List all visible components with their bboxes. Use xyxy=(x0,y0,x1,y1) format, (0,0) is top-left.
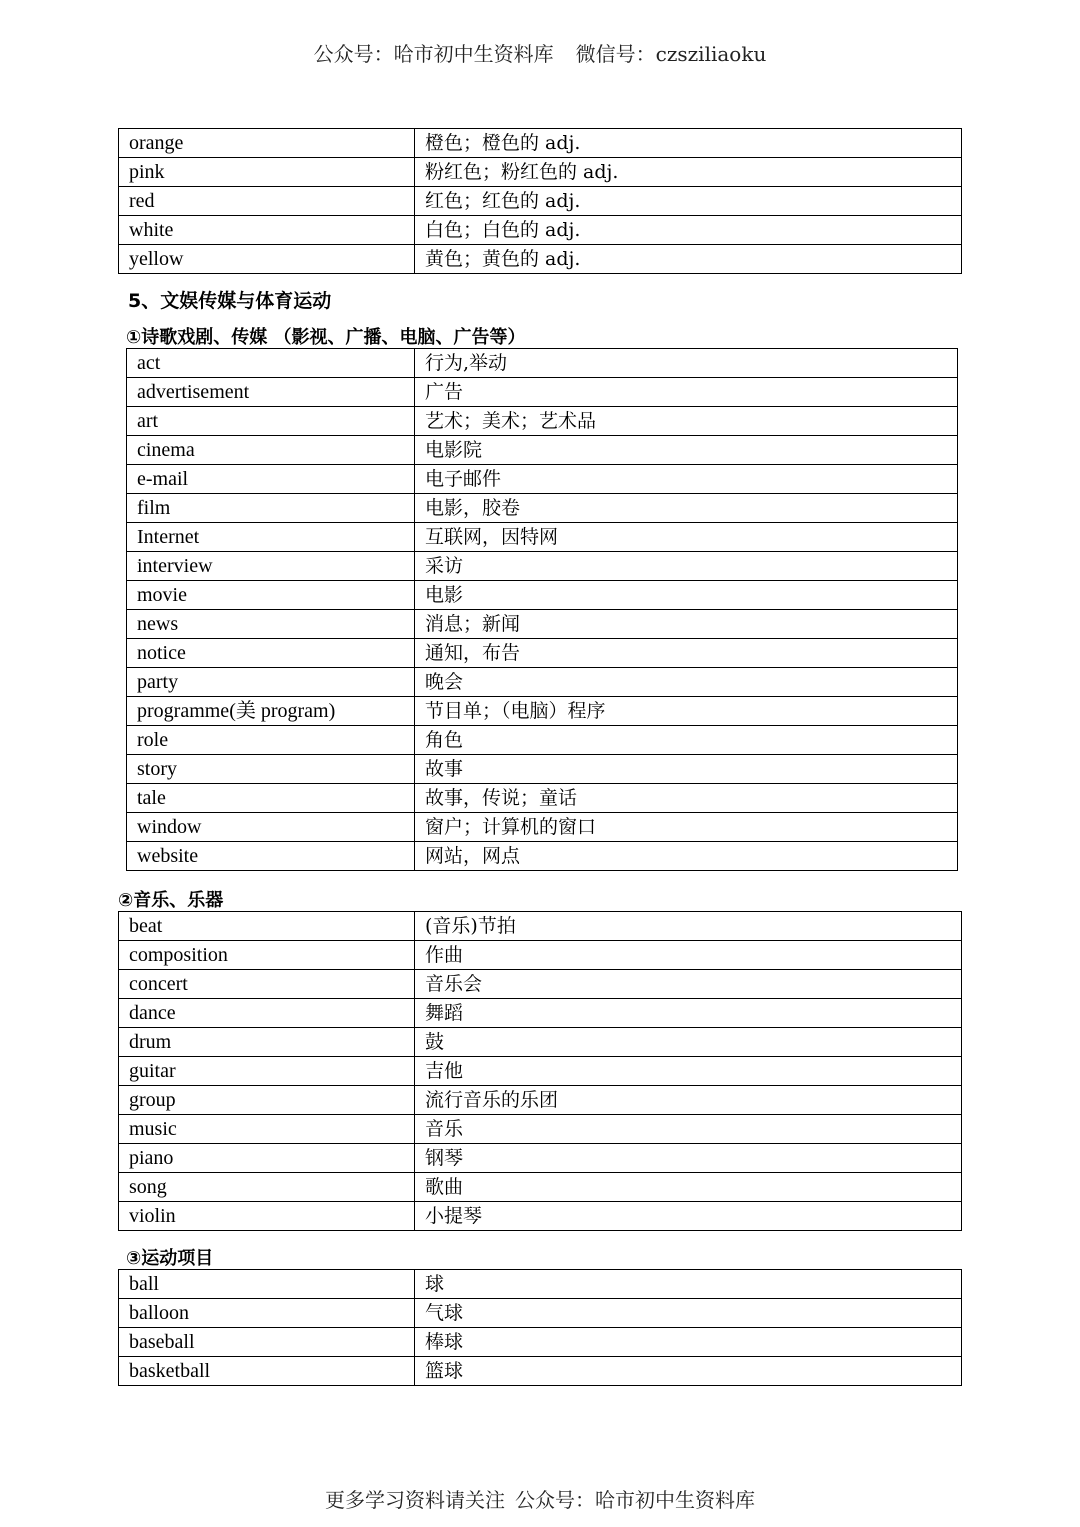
english-word: role xyxy=(127,726,415,755)
chinese-meaning: 故事，传说；童话 xyxy=(415,784,958,813)
table-row xyxy=(127,436,958,465)
english-word: violin xyxy=(119,1202,415,1231)
english-word: piano xyxy=(119,1144,415,1173)
english-word: concert xyxy=(119,970,415,999)
chinese-meaning: 晚会 xyxy=(415,668,958,697)
table-row xyxy=(119,245,962,274)
chinese-meaning: 故事 xyxy=(415,755,958,784)
english-word: basketball xyxy=(119,1357,415,1386)
table-row xyxy=(127,726,958,755)
table-row xyxy=(127,842,958,871)
chinese-meaning: 篮球 xyxy=(415,1357,962,1386)
chinese-meaning: 通知，布告 xyxy=(415,639,958,668)
english-word: guitar xyxy=(119,1057,415,1086)
english-word: yellow xyxy=(119,245,415,274)
table-row xyxy=(127,784,958,813)
chinese-meaning: 音乐会 xyxy=(415,970,962,999)
english-word: red xyxy=(119,187,415,216)
chinese-meaning: 作曲 xyxy=(415,941,962,970)
subsection-title-sports: ③运动项目 xyxy=(126,1248,214,1269)
table-row xyxy=(119,1357,962,1386)
chinese-meaning: 音乐 xyxy=(415,1115,962,1144)
english-word: song xyxy=(119,1173,415,1202)
table-row xyxy=(127,610,958,639)
chinese-meaning: 电影院 xyxy=(415,436,958,465)
english-word: programme(美 program) xyxy=(127,697,415,726)
table-row xyxy=(119,1115,962,1144)
english-word: interview xyxy=(127,552,415,581)
table-row xyxy=(127,813,958,842)
chinese-meaning: 棒球 xyxy=(415,1328,962,1357)
table-row xyxy=(127,581,958,610)
chinese-meaning: 窗户；计算机的窗口 xyxy=(415,813,958,842)
table-row xyxy=(127,552,958,581)
chinese-meaning: 舞蹈 xyxy=(415,999,962,1028)
table-row xyxy=(127,523,958,552)
english-word: party xyxy=(127,668,415,697)
table-row xyxy=(119,158,962,187)
subsection-title-music: ②音乐、乐器 xyxy=(118,890,224,911)
table-row xyxy=(119,1270,962,1299)
table-row xyxy=(127,378,958,407)
english-word: Internet xyxy=(127,523,415,552)
table-row xyxy=(119,941,962,970)
table-row xyxy=(119,1086,962,1115)
english-word: music xyxy=(119,1115,415,1144)
table-row xyxy=(119,1057,962,1086)
table-row xyxy=(119,187,962,216)
page-footer xyxy=(0,1484,1080,1513)
colors-table xyxy=(118,128,962,274)
english-word: ball xyxy=(119,1270,415,1299)
chinese-meaning: (音乐)节拍 xyxy=(415,912,962,941)
english-word: beat xyxy=(119,912,415,941)
music-table xyxy=(118,911,962,1231)
table-row xyxy=(119,1144,962,1173)
chinese-meaning: 行为,举动 xyxy=(415,349,958,378)
english-word: group xyxy=(119,1086,415,1115)
english-word: drum xyxy=(119,1028,415,1057)
section-title: 5、文娱传媒与体育运动 xyxy=(128,290,332,312)
chinese-meaning: 角色 xyxy=(415,726,958,755)
english-word: cinema xyxy=(127,436,415,465)
english-word: baseball xyxy=(119,1328,415,1357)
english-word: website xyxy=(127,842,415,871)
table-row xyxy=(127,639,958,668)
english-word: news xyxy=(127,610,415,639)
chinese-meaning: 电影，胶卷 xyxy=(415,494,958,523)
chinese-meaning: 白色；白色的 adj. xyxy=(415,216,962,245)
chinese-meaning: 球 xyxy=(415,1270,962,1299)
english-word: act xyxy=(127,349,415,378)
table-row xyxy=(127,349,958,378)
table-row xyxy=(119,216,962,245)
english-word: dance xyxy=(119,999,415,1028)
chinese-meaning: 艺术；美术；艺术品 xyxy=(415,407,958,436)
table-row xyxy=(119,1028,962,1057)
english-word: window xyxy=(127,813,415,842)
footer-account: 公众号：哈市初中生资料库 xyxy=(515,1488,755,1512)
table-row xyxy=(119,999,962,1028)
header-wechat-id: 微信号：czsziliaoku xyxy=(575,42,767,66)
chinese-meaning: 歌曲 xyxy=(415,1173,962,1202)
chinese-meaning: 鼓 xyxy=(415,1028,962,1057)
english-word: balloon xyxy=(119,1299,415,1328)
table-row xyxy=(119,912,962,941)
table-row xyxy=(127,494,958,523)
chinese-meaning: 钢琴 xyxy=(415,1144,962,1173)
footer-follow-text: 更多学习资料请关注 xyxy=(325,1488,505,1512)
table-row xyxy=(119,1299,962,1328)
chinese-meaning: 橙色；橙色的 adj. xyxy=(415,129,962,158)
table-row xyxy=(119,1173,962,1202)
english-word: advertisement xyxy=(127,378,415,407)
chinese-meaning: 小提琴 xyxy=(415,1202,962,1231)
english-word: story xyxy=(127,755,415,784)
chinese-meaning: 网站，网点 xyxy=(415,842,958,871)
chinese-meaning: 互联网，因特网 xyxy=(415,523,958,552)
english-word: movie xyxy=(127,581,415,610)
table-row xyxy=(127,697,958,726)
chinese-meaning: 采访 xyxy=(415,552,958,581)
english-word: art xyxy=(127,407,415,436)
english-word: pink xyxy=(119,158,415,187)
table-row xyxy=(127,668,958,697)
table-row xyxy=(127,407,958,436)
english-word: orange xyxy=(119,129,415,158)
chinese-meaning: 粉红色；粉红色的 adj. xyxy=(415,158,962,187)
chinese-meaning: 气球 xyxy=(415,1299,962,1328)
english-word: white xyxy=(119,216,415,245)
subsection-title-media: ①诗歌戏剧、传媒 （影视、广播、电脑、广告等） xyxy=(126,327,526,348)
english-word: notice xyxy=(127,639,415,668)
sports-table xyxy=(118,1269,962,1386)
table-row xyxy=(127,465,958,494)
chinese-meaning: 吉他 xyxy=(415,1057,962,1086)
english-word: film xyxy=(127,494,415,523)
table-row xyxy=(127,755,958,784)
table-row xyxy=(119,970,962,999)
table-row xyxy=(119,1202,962,1231)
chinese-meaning: 电子邮件 xyxy=(415,465,958,494)
media-table xyxy=(126,348,958,871)
english-word: e-mail xyxy=(127,465,415,494)
table-row xyxy=(119,129,962,158)
page-header xyxy=(0,38,1080,67)
chinese-meaning: 红色；红色的 adj. xyxy=(415,187,962,216)
chinese-meaning: 流行音乐的乐团 xyxy=(415,1086,962,1115)
table-row xyxy=(119,1328,962,1357)
english-word: tale xyxy=(127,784,415,813)
chinese-meaning: 广告 xyxy=(415,378,958,407)
english-word: composition xyxy=(119,941,415,970)
header-account: 公众号：哈市初中生资料库 xyxy=(313,42,554,66)
chinese-meaning: 黄色；黄色的 adj. xyxy=(415,245,962,274)
chinese-meaning: 消息；新闻 xyxy=(415,610,958,639)
chinese-meaning: 节目单；（电脑）程序 xyxy=(415,697,958,726)
chinese-meaning: 电影 xyxy=(415,581,958,610)
